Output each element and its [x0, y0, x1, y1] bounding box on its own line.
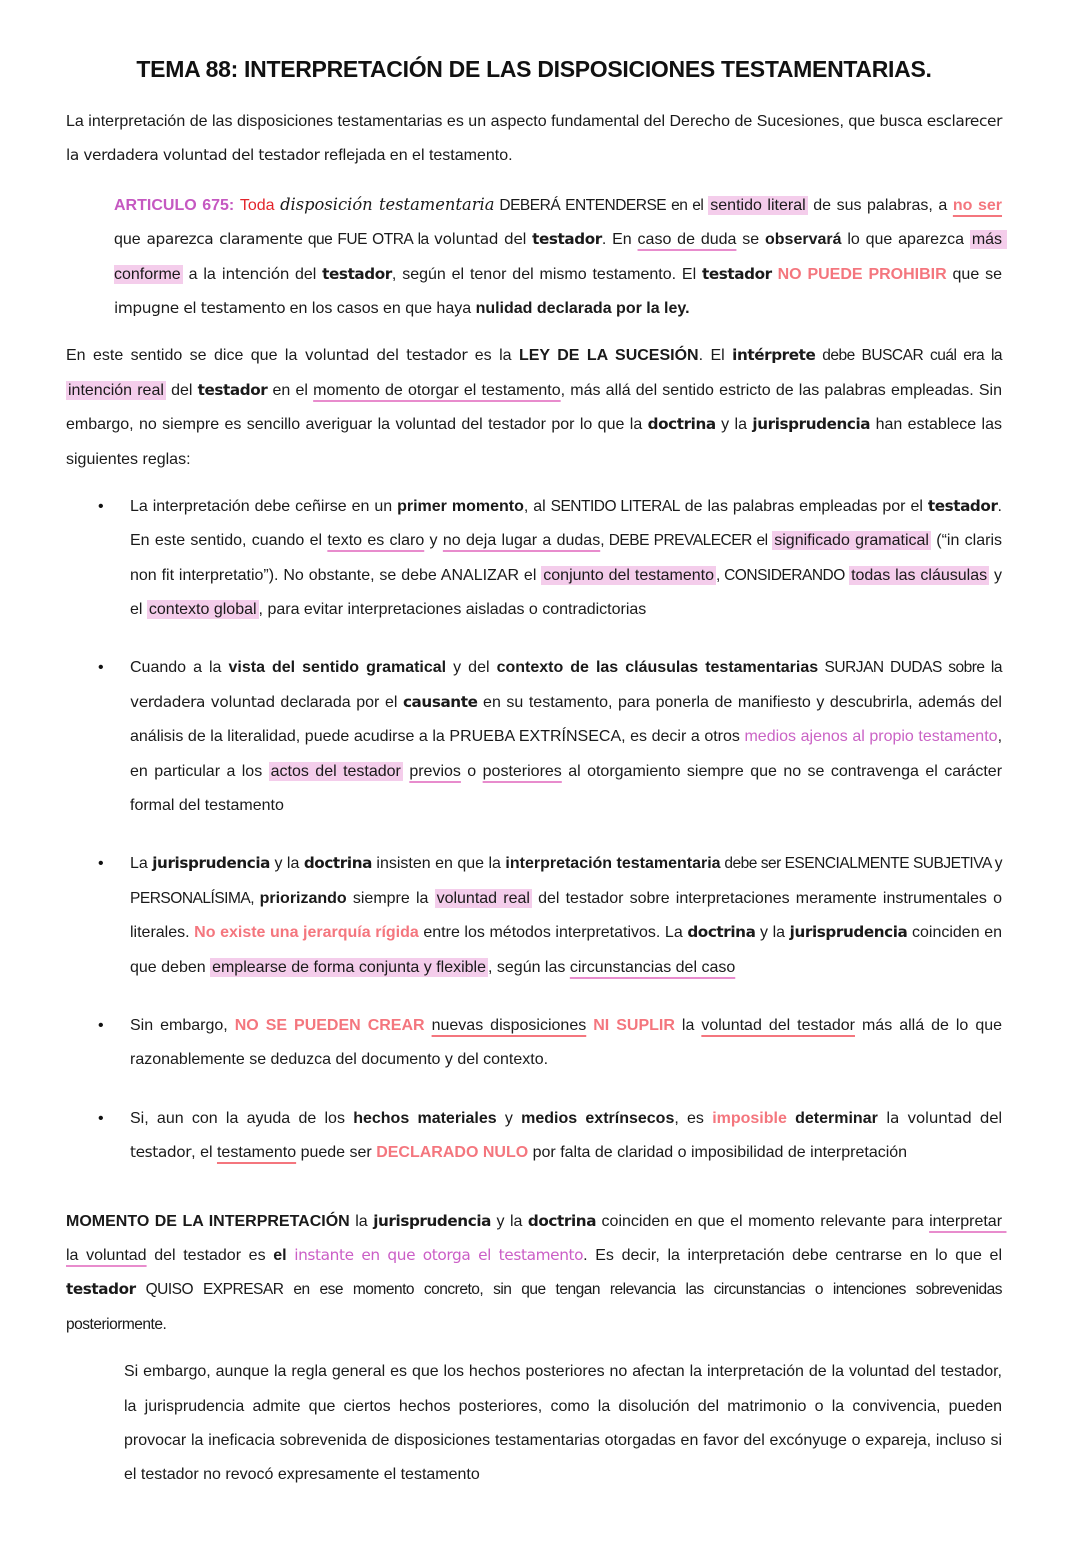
final-paragraph [124, 1355, 1007, 1493]
text-run: testador [532, 230, 602, 249]
text-run: voluntad del testador [304, 346, 468, 365]
text-run: y la [715, 416, 753, 434]
text-run: medios extrínsecos [521, 1109, 675, 1127]
text-run: medios ajenos al propio testamento [744, 728, 998, 746]
text-run: más allá de lo que razonablemente se deduzca del documento y del contexto. [130, 1016, 1007, 1069]
text-run: no ser [952, 196, 1003, 214]
text-run: contexto de las cláusulas testamentarias [496, 659, 819, 677]
text-run: MOMENTO DE LA INTERPRETACIÓN [66, 1212, 350, 1230]
text-run: testador [702, 264, 772, 283]
text-run: DEBERÁ ENTENDERSE en el [494, 196, 709, 214]
text-run: hechos materiales [353, 1109, 497, 1127]
text-run: por falta de claridad o imposibilidad de interpretación [528, 1144, 908, 1162]
text-run: en los casos en que haya [285, 299, 476, 317]
text-run: la voluntad del testador [130, 1108, 1007, 1162]
text-run: . Es decir, la interpretación debe centrarse en lo que el [583, 1246, 1007, 1264]
text-run: insisten en que la [371, 855, 506, 873]
text-run: la [349, 1212, 374, 1230]
bullet-icon: • [98, 1016, 104, 1034]
text-run: (“in claris non fit interpretatio”). No obstante, se debe ANALIZAR el [130, 532, 1007, 584]
bullet-text [130, 498, 1006, 618]
text-run: y el [130, 566, 1007, 619]
text-run: jurisprudencia [373, 1211, 491, 1230]
text-run: instante en que otorga el testamento [294, 1245, 584, 1264]
text-run: No existe una jerarquía rígida [194, 924, 419, 942]
text-run: coinciden en que deben [130, 924, 1007, 976]
text-run: Sin embargo, [130, 1016, 235, 1034]
text-run: o [460, 762, 483, 780]
bullet-item-literal-interpretation [66, 490, 1007, 628]
bullet-icon: • [98, 1109, 104, 1127]
text-run: caso de duda [637, 231, 737, 249]
text-run: circunstancias del caso [569, 958, 736, 976]
text-run: QUISO EXPRESAR en ese momento concreto, sin que tengan relevancia las circunstancias o intenciones sobrevenidas posteriormente. [66, 1281, 1006, 1333]
text-run: , según el tenor del mismo testamento. El [391, 265, 703, 283]
text-run: voluntad del testador [701, 1016, 855, 1034]
text-run: determinar [795, 1109, 878, 1127]
text-run: doctrina [687, 923, 756, 942]
text-run: nulidad declarada por la ley. [475, 299, 690, 317]
text-run: , DEBE PREVALECER el [600, 532, 773, 550]
text-run: lo que aparezca [841, 231, 970, 249]
text-run: actos del testador [270, 762, 401, 780]
text-run: La interpretación debe ceñirse en un [130, 497, 398, 515]
text-run: NO PUEDE PROHIBIR [777, 265, 947, 283]
text-run [787, 1110, 795, 1127]
text-run: testador [322, 264, 392, 283]
text-run: que [114, 196, 1007, 249]
text-run: NI SUPLIR [593, 1016, 675, 1034]
text-run: vista del sentido gramatical [228, 659, 447, 677]
text-run: Toda [239, 196, 281, 214]
text-run [425, 1017, 432, 1034]
text-run: se [736, 231, 765, 249]
text-run: La [130, 855, 153, 873]
text-run: no deja lugar a dudas [442, 532, 601, 550]
text-run: al otorgamiento siempre que no se contravenga el carácter formal del testamento [130, 762, 1007, 815]
text-run: . El [698, 347, 733, 365]
text-run: texto es claro [327, 532, 425, 550]
text-run: doctrina [527, 1211, 597, 1230]
text-run: emplearse de forma conjunta y flexible [212, 958, 486, 976]
rules-bullet-list [66, 490, 1007, 1171]
text-run: , en particular a los [130, 728, 1007, 780]
text-run: jurisprudencia [789, 923, 908, 942]
text-run: y del [446, 659, 497, 677]
text-run: contexto global [148, 601, 257, 619]
text-run: coinciden en que el momento relevante para [596, 1212, 930, 1230]
text-run: SENTIDO LITERAL [550, 497, 680, 515]
text-run: nuevas disposiciones [431, 1016, 587, 1034]
text-run: testador [66, 1280, 136, 1299]
bullet-item-declared-null [66, 1102, 1007, 1171]
text-run: interpretación testamentaria [505, 855, 721, 873]
bullet-item-subjective-interpretation [66, 847, 1007, 985]
text-run: puede ser [296, 1144, 377, 1162]
text-run: , CONSIDERANDO [716, 566, 850, 584]
text-run: Si embargo, aunque la regla general es que los hechos posteriores no afectan la interpretación de la voluntad del testador, la jurisprudencia admite que ciertos hechos posteriores, como la disolución del matrimonio o la convivencia, pueden provocar la ineficacia sobrevenida de disposiciones testamentarias otorgadas en favor del excónyuge o expareja, incluso si el testador no revocó expresamente el testamento [124, 1363, 1007, 1484]
text-run: verdadera voluntad [130, 692, 275, 711]
page-title: TEMA 88: INTERPRETACIÓN DE LAS DISPOSICIONES TESTAMENTARIAS. [136, 56, 932, 82]
bullet-icon: • [98, 497, 104, 515]
bullet-icon: • [98, 659, 104, 677]
momento-interpretacion-paragraph [66, 1205, 1007, 1343]
text-run: observará [765, 231, 842, 249]
text-run: en el [267, 381, 314, 399]
text-run: testador [927, 496, 998, 515]
text-run: testamento [216, 1144, 297, 1162]
text-run: interpretar la voluntad [66, 1212, 1007, 1264]
text-run: es la [467, 347, 519, 365]
bullet-text [130, 855, 1006, 975]
text-run: más conforme [114, 231, 1007, 283]
text-run: jurisprudencia [752, 415, 871, 434]
text-run: han establece las siguientes reglas: [66, 416, 1007, 468]
text-run: la [674, 1016, 702, 1034]
bullet-text [130, 1110, 1007, 1161]
text-run: esclarecer la verdadera voluntad del testador [66, 112, 1007, 165]
text-run: ARTICULO 675: [114, 196, 240, 214]
text-run: intención real [68, 381, 164, 399]
ley-sucesion-paragraph [66, 339, 1007, 477]
text-run: Cuando a la [130, 659, 229, 677]
text-run: de las palabras empleadas por el [679, 497, 928, 515]
text-run: del [289, 265, 323, 283]
text-run: momento de otorgar el testamento [313, 381, 561, 399]
text-run: y la [490, 1212, 528, 1230]
intro-paragraph [66, 105, 1007, 174]
text-run: voluntad del [433, 230, 533, 249]
text-run: entre los métodos interpretativos. La [418, 924, 688, 942]
text-run: . En este sentido, cuando el [130, 497, 1007, 550]
text-run: conjunto del testamento [543, 566, 715, 584]
text-run: , es [674, 1109, 713, 1127]
text-run: previos [409, 762, 461, 780]
text-run: DECLARADO NULO [376, 1144, 529, 1162]
text-run: siempre la [346, 889, 435, 907]
text-run: debe ser ESENCIALMENTE SUBJETIVA y PERSONALÍSIMA, [130, 855, 1006, 907]
text-run: en su testamento, para ponerla de manifiesto y descubrirla, además del análisis de la literalidad, puede acudirse a la PRUEBA EXTRÍNSECA, es decir a otros [130, 693, 1007, 746]
text-run: del testador es [146, 1246, 274, 1264]
text-run: voluntad real [436, 889, 530, 907]
bullet-icon: • [98, 855, 104, 873]
bullet-text [130, 1017, 1006, 1068]
text-run: de sus palabras, a [807, 196, 953, 214]
text-run: , según las [488, 958, 570, 976]
text-run: primer momento [397, 497, 524, 515]
text-run: NO SE PUEDEN CREAR [234, 1016, 425, 1034]
text-run: a la [182, 265, 222, 283]
text-run: . En [601, 231, 638, 249]
text-run: que se [946, 265, 1007, 283]
text-run [878, 1110, 886, 1127]
text-run: el [273, 1246, 287, 1264]
text-run: que FUE OTRA la [302, 231, 434, 249]
text-run: declarada por el [274, 693, 403, 711]
text-run: Si, aun con la ayuda de los [130, 1109, 354, 1127]
text-run: aparezca claramente [146, 230, 303, 249]
text-run: sentido literal [710, 196, 806, 214]
text-run: significado gramatical [774, 532, 929, 550]
text-run: priorizando [259, 889, 347, 907]
text-run: debe BUSCAR cuál era la [815, 347, 1006, 365]
bullet-text [130, 659, 1006, 814]
text-run: causante [402, 692, 478, 711]
text-run: impugne el testamento [114, 298, 286, 317]
bullet-item-extrinsic-evidence [66, 651, 1007, 823]
text-run: posteriores [482, 762, 562, 780]
text-run: intérprete [732, 346, 816, 365]
text-run: imposible [712, 1109, 787, 1127]
text-run: SURJAN DUDAS sobre la [818, 659, 1006, 677]
text-run: En este sentido se dice que la [66, 347, 305, 365]
text-run: y [496, 1109, 522, 1127]
text-run: y la [270, 855, 304, 873]
text-run: del [165, 381, 198, 399]
text-run: intención [221, 264, 290, 283]
text-run: LEY DE LA SUCESIÓN [518, 347, 699, 365]
text-run: doctrina [303, 854, 372, 873]
text-run: , más allá del sentido estricto de las palabras empleadas. Sin embargo, no siempre es sencillo averiguar la voluntad del testador por lo que la [66, 381, 1007, 434]
text-run: jurisprudencia [152, 854, 271, 873]
text-run: y [424, 532, 443, 550]
text-run: doctrina [647, 415, 716, 434]
text-run: , para evitar interpretaciones aisladas o contradictorias [258, 601, 647, 619]
text-run: reflejada en el testamento. [319, 147, 513, 165]
text-run: del testador sobre interpretaciones meramente instrumentales o literales. [130, 889, 1007, 942]
text-run: todas las cláusulas [851, 566, 988, 584]
text-run: La interpretación de las disposiciones testamentarias es un aspecto fundamental del Derecho de Sucesiones, que busca [66, 113, 927, 130]
text-run: testador [197, 380, 268, 399]
bullet-item-no-new-dispositions [66, 1009, 1007, 1078]
articulo-675-paragraph [114, 187, 1007, 327]
text-run: , al [523, 497, 551, 515]
text-run: disposición testamentaria [280, 194, 495, 214]
text-run: , el [191, 1144, 217, 1162]
text-run: y la [755, 924, 790, 942]
